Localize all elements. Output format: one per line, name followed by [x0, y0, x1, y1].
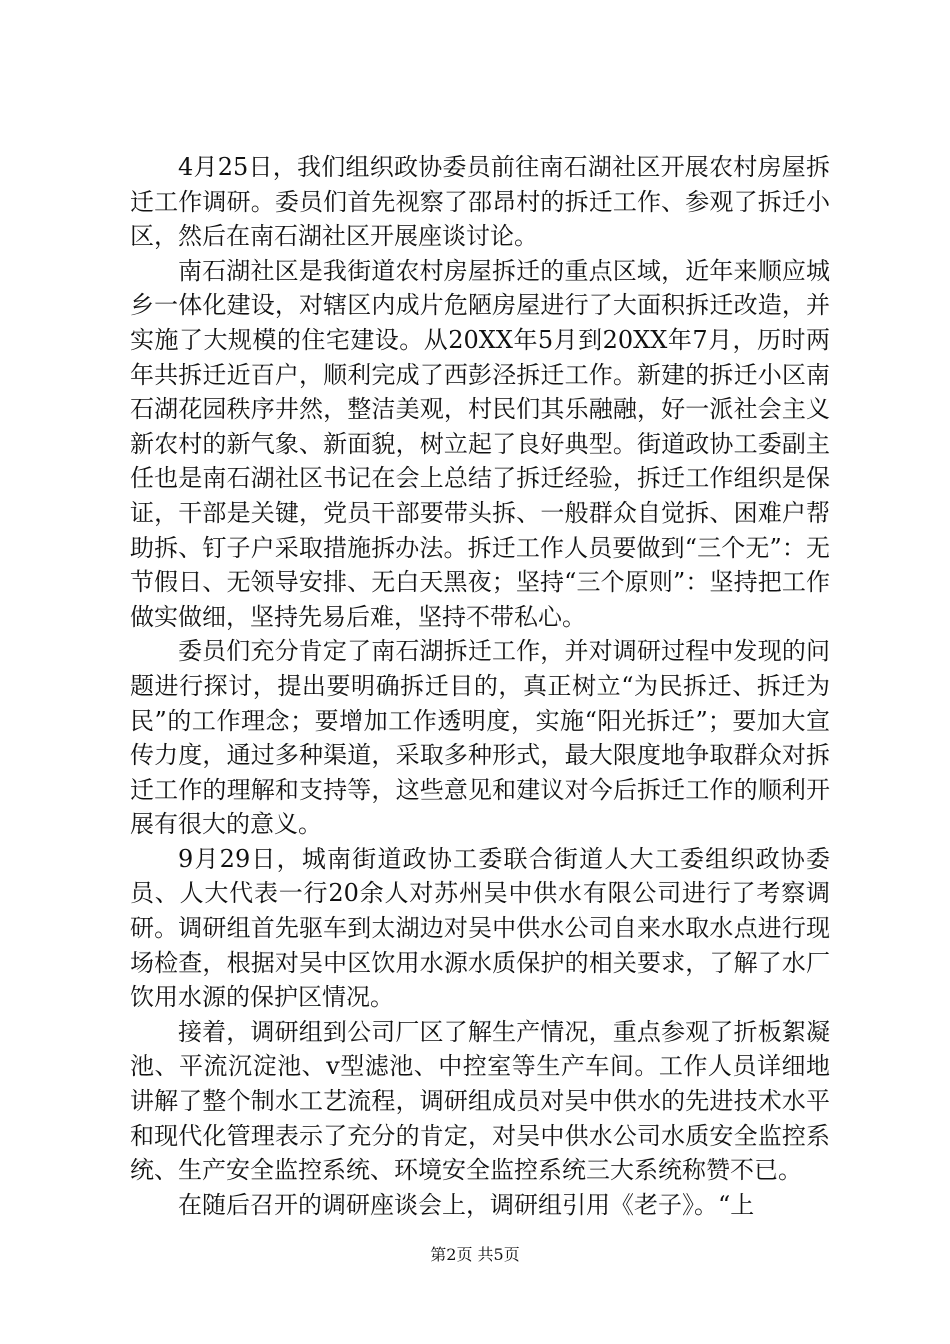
paragraph-committee-suggestions: 委员们充分肯定了南石湖拆迁工作，并对调研过程中发现的问题进行探讨，提出要明确拆迁目的，真正树立“为民拆迁、拆迁为民”的工作理念；要增加工作透明度，实施“阳光拆迁”；要加大宣传力度，通过多种渠道，采取多种形式，最大限度地争取群众对拆迁工作的理解和支持等，这些意见和建议对今后拆迁工作的顺利开展有很大的意义。 — [130, 637, 830, 839]
page-number-footer: 第2页 共5页 — [430, 1245, 520, 1264]
paragraph-nanshihu-community: 南石湖社区是我街道农村房屋拆迁的重点区域，近年来顺应城乡一体化建设，对辖区内成片危陋房屋进行了大面积拆迁改造，并实施了大规模的住宅建设。从20XX年5月到20XX年7月，历时两年共拆迁近百户，顺利完成了西彭泾拆迁工作。新建的拆迁小区南石湖花园秩序井然，整洁美观，村民们其乐融融，好一派社会主义新农村的新气象、新面貌，树立起了良好典型。街道政协工委副主任也是南石湖社区书记在会上总结了拆迁经验，拆迁工作组织是保证，干部是关键，党员干部要带头拆、一般群众自觉拆、困难户帮助拆、钉子户采取措施拆办法。拆迁工作人员要做到“三个无”：无节假日、无领导安排、无白天黑夜；坚持“三个原则”：坚持把工作做实做细，坚持先易后难，坚持不带私心。 — [130, 256, 830, 631]
paragraph-water-supply-survey: 9月29日，城南街道政协工委联合街道人大工委组织政协委员、人大代表一行20余人对苏州吴中供水有限公司进行了考察调研。调研组首先驱车到太湖边对吴中供水公司自来水取水点进行现场检查，根据对吴中区饮用水源水质保护的相关要求，了解了水厂饮用水源的保护区情况。 — [130, 844, 830, 1012]
document-body — [130, 150, 830, 1222]
paragraph-plant-visit: 接着，调研组到公司厂区了解生产情况，重点参观了折板絮凝池、平流沉淀池、v型滤池、中控室等生产车间。工作人员详细地讲解了整个制水工艺流程，调研组成员对吴中供水的先进技术水平和现代化管理表示了充分的肯定，对吴中供水公司水质安全监控系统、生产安全监控系统、环境安全监控系统三大系统称赞不已。 — [130, 1017, 830, 1185]
paragraph-demolition-survey: 4月25日，我们组织政协委员前往南石湖社区开展农村房屋拆迁工作调研。委员们首先视察了邵昂村的拆迁工作、参观了拆迁小区，然后在南石湖社区开展座谈讨论。 — [130, 153, 830, 251]
paragraph-symposium: 在随后召开的调研座谈会上，调研组引用《老子》。“上 — [178, 1190, 755, 1219]
